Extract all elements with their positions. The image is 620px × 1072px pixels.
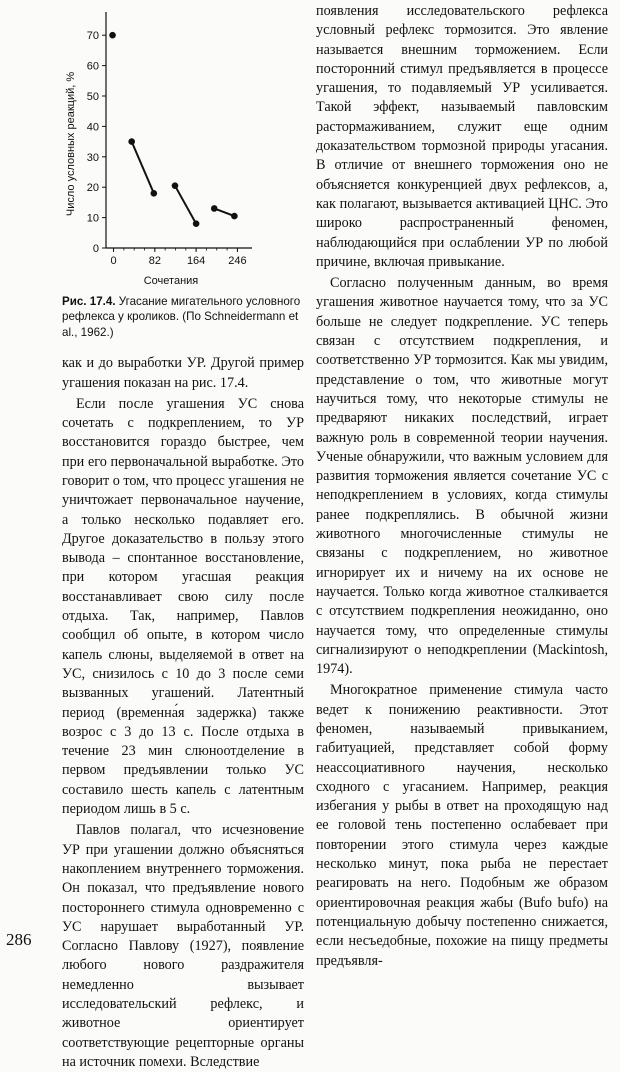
x-tick-label: 82 [148,255,161,267]
right-paragraph-3: Многократное применение стимула часто ведет к понижению реактивности. Этот феномен, называемый привыканием, габитуацией, представляет собой форму неассоциативного научения, несколько сходного с угасанием. Например, реакция избегания у рыбы в ответ на проходящую над ее головой тень постепенно ослабевает при повторении этого стимула через каждые несколько минут, пока рыба не перестает реагировать на него. Подобным же образом ориентировочная реакция жабы (Bufo bufo) на потенциальную добычу постепенно снижается, если несъедобные, похожие на пищу предметы предъявля- [316,682,608,969]
left-column [62,0,304,1072]
x-axis-label: Сочетания [143,275,199,287]
page-number: 286 [6,930,32,949]
x-tick-label: 0 [110,255,117,267]
y-tick-label: 10 [86,212,99,225]
y-tick-label: 20 [86,182,99,195]
data-point [151,190,158,197]
data-point [231,213,238,220]
right-paragraph-2: Согласно полученным данным, во время угашения животное научается тому, что за УС больше не следует подкрепление. УС теперь связан с отсутствием подкрепления, и соответственно УР тормозится. Как мы увидим, представление о том, что животные могут научиться тому, что некоторые стимулы не предваряют никаких последствий, играет важную роль в современной теории научения. Ученые обнаружили, что важным условием для развития торможения является сочетание УС с неподкреплением в условиях, когда стимулы ранее подкреплялись. В обычной жизни животного многочисленные стимулы не связаны с подкреплением, но животное игнорирует их и ничему на их основе не научается. Только когда животное сталкивается с отсутствием подкрепления неожиданно, оно научается тому, что определенные стимулы сигнализируют о неподкреплении (Mackintosh, 1974). [316,275,608,678]
left-paragraph-1: как и до выработки УР. Другой пример угашения показан на рис. 17.4. [62,355,304,391]
caption-text: Угасание мигательного условного рефлекса у кроликов. (По Schneidermann et al., 1962.) [62,295,301,339]
left-paragraph-3: Павлов полагал, что исчезновение УР при угашении должно объясняться накоплением внутреннего торможения. Он показал, что предъявление нового постороннего стимула одновременно с УС нарушает выработанный УР. Согласно Павлову (1927), появление любого нового раздражителя немедленно вызывает исследовательский рефлекс, и животное ориентирует соответствующие рецепторные органы на источник помехи. Вследствие [62,822,304,1070]
figure-caption [62,294,304,340]
series-line [132,142,154,194]
y-tick-label: 50 [86,91,99,103]
extinction-chart [62,0,304,290]
data-point [109,32,116,39]
series-line [175,186,196,224]
caption-label: Рис. 17.4. [62,295,116,308]
y-tick-label: 40 [86,121,99,134]
y-axis-label: Число условных реакций, % [65,71,77,217]
left-text [62,354,304,1072]
figure-17-4 [62,0,304,290]
data-point [211,205,218,212]
x-tick-label: 246 [228,255,247,267]
left-paragraph-2: Если после угашения УС снова сочетать с подкреплением, то УР восстановится гораздо быстрее, чем при его первоначальной выработке. Это говорит о том, что процесс угашения не уничтожает первоначальное научение, а только несколько подавляет его. Другое доказательство в пользу этого вывода – спонтанное восстановление, при котором угасшая реакция восстанавливает свою силу после отдыха. Так, например, Павлов сообщил об опыте, в котором число капель слюны, выделяемой в ответ на УС, снизилось с 10 до 3 после семи вызванных угашений. Латентный период (временна́я задержка) также возрос с 3 до 13 с. После отдыха в течение 23 мин слюноотделение в первом предъявлении только УС составило шесть капель с латентным периодом лишь в 5 с. [62,395,304,818]
y-tick-label: 30 [86,151,99,164]
y-tick-label: 0 [92,243,99,255]
y-tick-label: 60 [86,60,99,73]
data-point [193,220,200,227]
right-paragraph-1: появления исследовательского рефлекса условный рефлекс тормозится. Это явление называется внешним торможением. Если посторонний стимул предъявляется в процессе угашения, то подавляемый УР усиливается. Такой эффект, называемый павловским растормаживанием, служит еще одним доказательством тормозной природы угасания. В отличие от внешнего торможения оно не объясняется конкуренцией двух рефлексов, а, как полагают, вызывается активацией ЦНС. Это широко распространенный феномен, наблюдающийся при ослаблении УР по любой причине, включая привыкание. [316,3,608,270]
y-tick-label: 70 [86,30,99,43]
data-point [128,138,135,145]
right-column [316,2,608,971]
x-tick-label: 164 [186,255,206,267]
data-point [172,182,179,189]
